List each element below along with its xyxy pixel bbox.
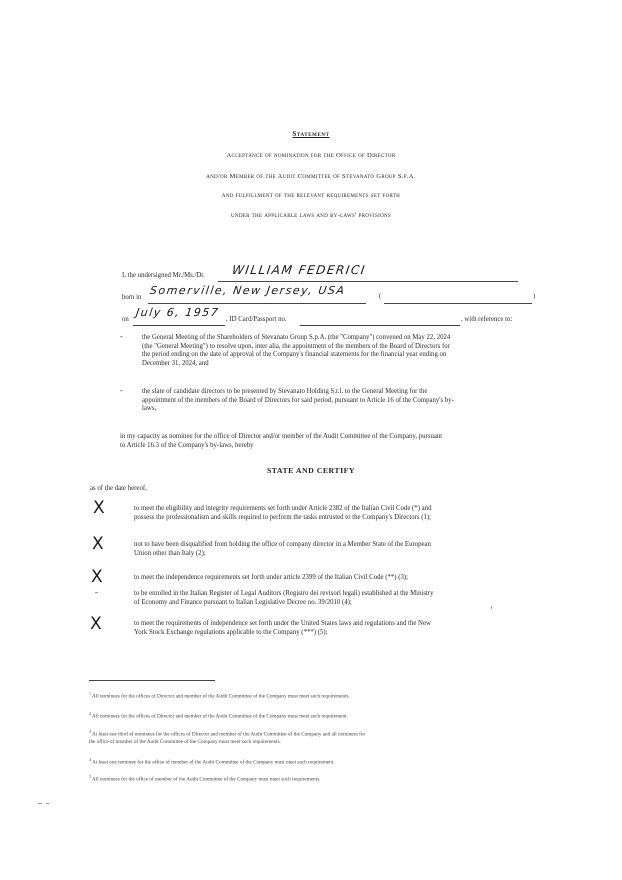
reference-1-line-2: (the "General Meeting") to resolve upon, inter alia, the appointment of the members of the Board of Directors for — [142, 342, 450, 350]
reference-1-line-4: December 31, 2024, and — [142, 359, 209, 367]
reference-item-2 — [142, 388, 542, 414]
heading-line-2: and/or Member of the Audit Committee of Stevanato Group S.p.A. — [206, 173, 416, 180]
name-handwritten: WILLIAM FEDERICI — [231, 263, 367, 277]
check-mark-3: X — [91, 567, 103, 587]
footnote-3-text-1: At least one third of nominees for the offices of Director and member of the Audit Committee of the Company and all nominees for — [92, 731, 366, 738]
certification-item-5 — [134, 620, 544, 637]
blank-mark-speck — [95, 592, 98, 593]
footnote-5 — [89, 773, 519, 784]
footnote-4-number: 4 — [89, 757, 91, 762]
heading-line-3: and fulfillment of the relevant requirements set forth — [221, 192, 401, 199]
state-and-certify-heading: STATE AND CERTIFY — [266, 466, 356, 475]
footnote-2-text: All nominees for the offices of Director and member of the Audit Committee of the Company must meet such requirement. — [92, 713, 348, 720]
check-mark-1: X — [93, 498, 105, 518]
certification-item-3 — [134, 574, 544, 583]
reference-2-line-2: appointment of the members of the Board of Directors for said period, pursuant to Article 16 of the Company's by- — [142, 396, 454, 404]
reference-dash-1: - — [120, 332, 123, 341]
as-of-date: as of the date hereof, — [90, 485, 147, 492]
footnote-5-text: All nominees for the office of member of the Audit Committee of the Company must meet such requirements. — [92, 776, 321, 783]
province-underline — [384, 303, 532, 304]
certification-3-line-1: to meet the independence requirements set forth under article 2399 of the Italian Civil Code (**) (3); — [134, 574, 409, 581]
footnote-5-number: 5 — [89, 774, 91, 779]
certification-5-line-2: York Stock Exchange regulations applicable to the Company (***) (5); — [134, 628, 328, 636]
certification-2-line-2: Union other than Italy (2); — [134, 549, 206, 557]
scan-speck — [38, 803, 42, 804]
check-mark-5: X — [90, 614, 102, 634]
birthdate-handwritten: July 6, 1957 — [135, 306, 221, 319]
heading-line-1: Acceptance of nomination for the Office of Director — [226, 152, 396, 159]
certification-item-1 — [134, 505, 544, 522]
certification-1-line-2: possess the professionalism and skills required to perform the tasks entrusted to the Company's Directors (1); — [134, 513, 432, 521]
birthdate-underline — [133, 325, 225, 326]
name-underline — [218, 281, 518, 282]
capacity-line-2: to Article 16.3 of the Company's by-laws, hereby — [120, 441, 254, 449]
capacity-line-1: in my capacity as nominee for the office of Director and/or member of the Audit Committee of the Company, pursuant — [120, 433, 443, 440]
birthplace-handwritten: Somerville, New Jersey, USA — [149, 284, 347, 297]
capacity-paragraph — [120, 433, 542, 450]
heading-line-4: under the applicable laws and by-laws' provisions — [231, 212, 391, 219]
reference-dash-2: - — [120, 386, 123, 395]
certification-item-2 — [134, 541, 544, 558]
reference-item-1 — [142, 334, 542, 368]
certification-1-line-1: to meet the eligibility and integrity requirements set forth under Article 2382 of the Italian Civil Code (*) and — [134, 505, 432, 512]
paren-close: ) — [533, 293, 536, 300]
reference-2-line-1: the slate of candidate directors to be presented by Stevanato Holding S.r.l. to the General Meeting for the — [142, 388, 428, 395]
scan-speck — [46, 803, 49, 804]
reference-1-line-3: the period ending on the date of approval of the Company's financial statements for the financial year ending on — [142, 351, 447, 358]
footnote-4 — [89, 756, 519, 767]
footnote-1 — [89, 690, 519, 701]
footnote-3-text-2: the office of member of the Audit Committee of the Company must meet such requirements. — [89, 738, 281, 745]
paren-open: ( — [379, 293, 382, 300]
footnote-3-number: 3 — [89, 729, 91, 734]
footnote-1-text: All nominees for the offices of Director and member of the Audit Committee of the Company must meet such requirements. — [92, 693, 350, 700]
undersigned-label: I, the undersigned Mr./Ms./Dr. — [122, 272, 205, 279]
document-title: Statement — [292, 130, 330, 138]
on-label: on — [122, 316, 129, 323]
footnote-1-number: 1 — [89, 691, 91, 696]
footnote-3 — [89, 728, 529, 746]
birthplace-underline — [148, 303, 366, 304]
footnote-4-text: At least one nominee for the office of member of the Audit Committee of the Company must meet such requirement. — [92, 759, 335, 766]
id-underline — [300, 325, 460, 326]
footnote-2 — [89, 710, 519, 721]
certification-4-line-1: to be enrolled in the Italian Register of Legal Auditors (Registro dei revisori legali) established at the Ministry — [134, 590, 434, 597]
certification-4-line-2: of Economy and Finance pursuant to Italian Legislative Decree no. 39/2010 (4); — [134, 598, 352, 606]
reference-label: , with reference to: — [461, 316, 513, 323]
reference-2-line-3: laws, — [142, 405, 157, 412]
stray-mark — [491, 606, 492, 609]
reference-1-line-1: the General Meeting of the Shareholders of Stevanato Group S.p.A. (the "Company") convened on May 22, 2024 — [142, 334, 451, 341]
footnote-2-number: 2 — [89, 711, 91, 716]
footnote-separator — [89, 680, 215, 681]
certification-5-line-1: to meet the requirements of independence set forth under the United States laws and regulations and the New — [134, 620, 431, 627]
born-label: born in — [122, 294, 142, 301]
certification-2-line-1: not to have been disqualified from holding the office of company director in a Member State of the European — [134, 541, 431, 548]
certification-item-4 — [134, 590, 546, 607]
id-label: , ID Card/Passport no. — [226, 316, 287, 323]
check-mark-2: X — [92, 534, 104, 554]
